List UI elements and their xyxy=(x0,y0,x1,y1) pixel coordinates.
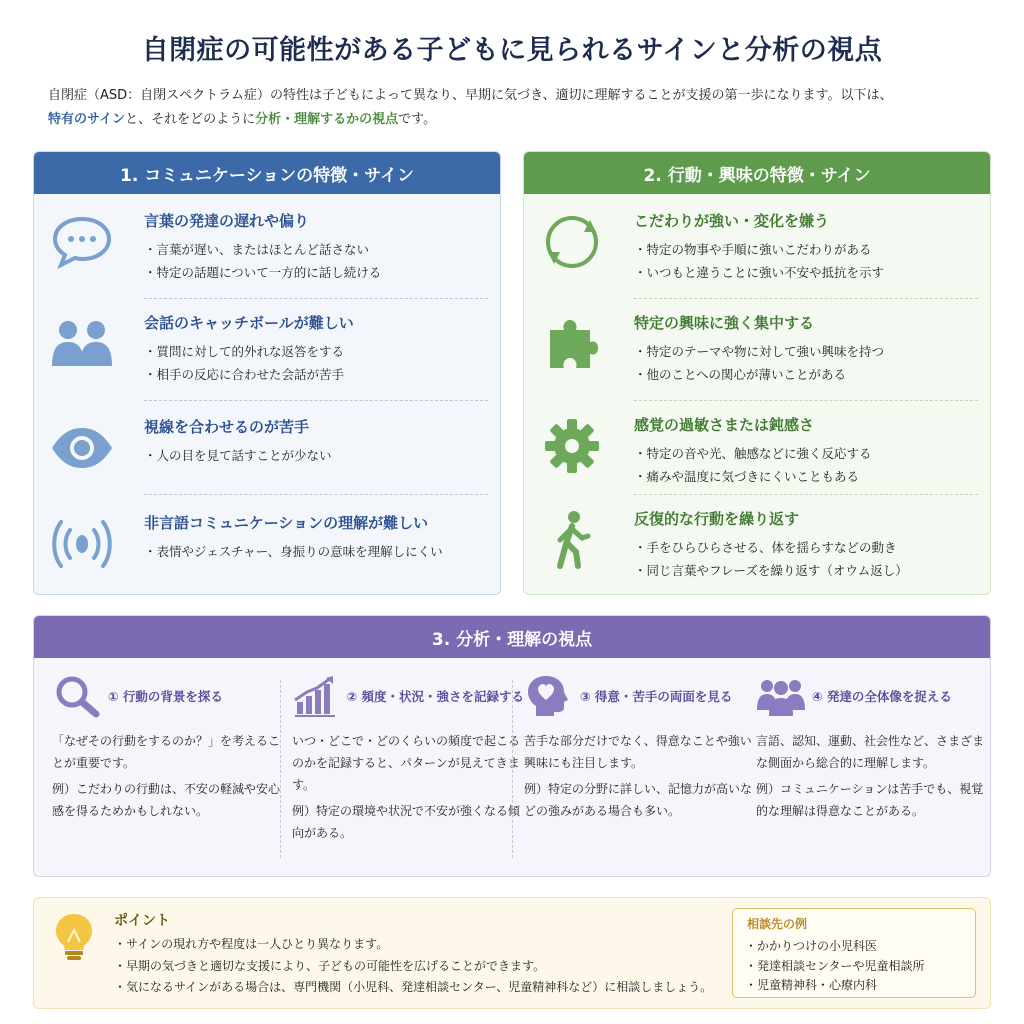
point-box xyxy=(33,897,991,1009)
item-heading: こだわりが強い・変化を嫌う xyxy=(634,212,830,230)
analysis-col-background xyxy=(52,674,284,864)
walking-person-icon xyxy=(540,508,604,572)
list-item: ・ 言葉が遅い、またはほとんど話さない xyxy=(144,238,494,261)
lightbulb-icon xyxy=(52,912,96,962)
puzzle-piece-icon xyxy=(540,312,604,376)
section-communication-title: 1. コミュニケーションの特徴・サイン xyxy=(34,152,500,194)
group-icon xyxy=(756,674,806,718)
analysis-example: 例）特定の分野に詳しい、記憶力が高いなどの強みがある場合も多い。 xyxy=(524,782,753,818)
analysis-col-strengths xyxy=(524,674,756,864)
intro-highlight-signs: 特有のサイン xyxy=(48,112,126,127)
divider xyxy=(512,680,513,858)
divider xyxy=(144,400,488,401)
analysis-heading: ④ 発達の全体像を捉える xyxy=(812,689,952,704)
divider xyxy=(634,494,978,495)
gear-icon xyxy=(540,414,604,478)
section-analysis xyxy=(33,615,991,877)
analysis-example: 例）こだわりの行動は、不安の軽減や安心感を得るためかもしれない。 xyxy=(52,782,281,818)
item-heading: 非言語コミュニケーションの理解が難しい xyxy=(144,514,429,532)
analysis-body: 苦手な部分だけでなく、得意なことや強い興味にも注目します。 xyxy=(524,734,752,770)
analysis-body: 「なぜその行動をするのか？」を考えることが重要です。 xyxy=(52,734,281,770)
list-item: ・ 早期の気づきと適切な支援により、子どもの可能性を広げることができます。 xyxy=(114,956,712,978)
item-heading: 視線を合わせるのが苦手 xyxy=(144,418,310,436)
head-heart-icon xyxy=(524,674,574,718)
list-item: ・ いつもと違うことに強い不安や抵抗を示す xyxy=(634,261,984,284)
item-heading: 反復的な行動を繰り返す xyxy=(634,510,800,528)
list-item: ・ 手をひらひらさせる、体を揺らすなどの動き xyxy=(634,536,984,559)
item-heading: 特定の興味に強く集中する xyxy=(634,314,815,332)
intro-text xyxy=(48,84,988,132)
analysis-heading: ① 行動の背景を探る xyxy=(108,689,223,704)
speech-bubble-icon xyxy=(50,210,114,274)
list-item: ・ 質問に対して的外れな返答をする xyxy=(144,340,494,363)
analysis-example: 例）特定の環境や状況で不安が強くなる傾向がある。 xyxy=(292,804,521,840)
section-communication xyxy=(33,151,501,595)
list-item: ・ 特定の物事や手順に強いこだわりがある xyxy=(634,238,984,261)
list-item: ・ 人の目を見て話すことが少ない xyxy=(144,444,494,467)
divider xyxy=(144,494,488,495)
item-heading: 会話のキャッチボールが難しい xyxy=(144,314,354,332)
list-item: ・ かかりつけの小児科医 xyxy=(745,937,925,957)
divider xyxy=(144,298,488,299)
section-behavior xyxy=(523,151,991,595)
list-item: ・ サインの現れ方や程度は一人ひとり異なります。 xyxy=(114,934,712,956)
cycle-arrows-icon xyxy=(540,210,604,274)
section-behavior-title: 2. 行動・興味の特徴・サイン xyxy=(524,152,990,194)
list-item: ・ 他のことへの関心が薄いことがある xyxy=(634,363,984,386)
list-item: ・ 相手の反応に合わせた会話が苦手 xyxy=(144,363,494,386)
list-item: ・ 表情やジェスチャー、身振りの意味を理解しにくい xyxy=(144,540,494,563)
analysis-heading: ③ 得意・苦手の両面を見る xyxy=(580,689,733,704)
consult-title: 相談先の例 xyxy=(747,917,808,931)
page-title: 自閉症の可能性がある子どもに見られるサインと分析の視点 xyxy=(141,35,883,66)
analysis-example: 例）コミュニケーションは苦手でも、視覚的な理解は得意なことがある。 xyxy=(756,782,984,818)
list-item: ・ 児童精神科・心療内科 xyxy=(745,976,925,996)
eye-icon xyxy=(50,416,114,480)
list-item: ・ 痛みや温度に気づきにくいこともある xyxy=(634,465,984,488)
list-item: ・ 気になるサインがある場合は、専門機関（小児科、発達相談センター、児童精神科など）に相談しましょう。 xyxy=(114,977,712,999)
divider xyxy=(280,680,281,858)
list-item: ・ 特定のテーマや物に対して強い興味を持つ xyxy=(634,340,984,363)
list-item: ・ 同じ言葉やフレーズを繰り返す（オウム返し） xyxy=(634,559,984,582)
list-item: ・ 特定の音や光、触感などに強く反応する xyxy=(634,442,984,465)
analysis-body: いつ・どこで・どのくらいの頻度で起こるのかを記録すると、パターンが見えてきます。 xyxy=(292,734,521,792)
analysis-heading: ② 頻度・状況・強さを記録する xyxy=(346,689,524,704)
intro-end: です。 xyxy=(398,112,437,127)
list-item: ・ 特定の話題について一方的に話し続ける xyxy=(144,261,494,284)
divider xyxy=(634,298,978,299)
consult-box xyxy=(732,908,976,998)
point-title: ポイント xyxy=(114,913,170,929)
intro-mid: と、それをどのように xyxy=(125,112,256,127)
analysis-col-record xyxy=(292,674,524,864)
section-analysis-title: 3. 分析・理解の視点 xyxy=(34,616,990,658)
intro-highlight-analysis: 分析・理解するかの視点 xyxy=(255,112,399,127)
bar-chart-icon xyxy=(292,674,341,718)
item-heading: 言葉の発達の遅れや偏り xyxy=(144,212,310,230)
item-heading: 感覚の過敏さまたは鈍感さ xyxy=(634,416,815,434)
magnifier-icon xyxy=(52,674,102,718)
analysis-col-overall xyxy=(756,674,988,864)
signal-waves-icon xyxy=(50,512,114,576)
analysis-body: 言語、認知、運動、社会性など、さまざまな側面から総合的に理解します。 xyxy=(756,734,985,770)
intro-line1: 自閉症（ASD：自閉スペクトラム症）の特性は子どもによって異なり、早期に気づき、適切に理解することが支援の第一歩になります。以下は、 xyxy=(48,88,893,103)
divider xyxy=(634,400,978,401)
two-people-icon xyxy=(50,312,114,376)
list-item: ・ 発達相談センターや児童相談所 xyxy=(745,957,925,977)
